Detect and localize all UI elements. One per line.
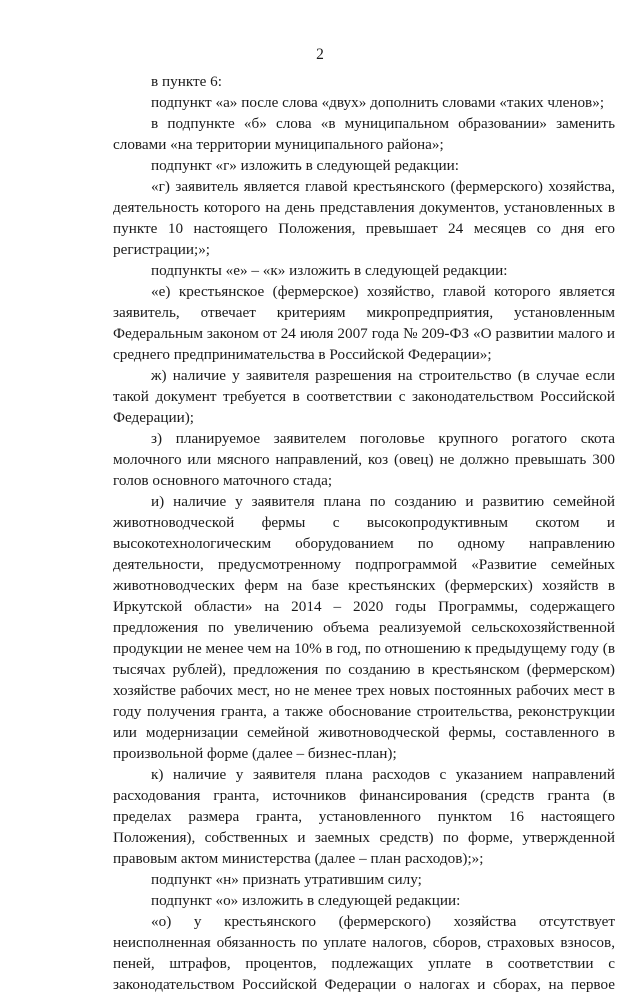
paragraph-subpoint-b: в подпункте «б» слова «в муниципальном образовании» заменить словами «на территории муниципального района»; bbox=[113, 115, 615, 153]
paragraph-subpoint-g-text: «г) заявитель является главой крестьянского (фермерского) хозяйства, деятельность которого на день представления документов, установленных в пункте 10 настоящего Положения, превышает 24 месяцев со дня его регистрации;»; bbox=[113, 178, 615, 258]
paragraph-subpoint-o-text: «о) у крестьянского (фермерского) хозяйства отсутствует неисполненная обязанность по уплате налогов, сборов, страховых взносов, пеней, штрафов, процентов, подлежащих уплате в соответствии с законодательством Российской Федерации о налогах и сборах, на первое bbox=[113, 913, 615, 993]
document-body bbox=[113, 71, 615, 995]
paragraph-point-6: в пункте 6: bbox=[151, 73, 222, 90]
paragraph-subpoint-zh: ж) наличие у заявителя разрешения на строительство (в случае если такой документ требуется в соответствии с законодательством Российской Федерации); bbox=[113, 367, 615, 426]
paragraph-subpoint-o-intro: подпункт «о» изложить в следующей редакции: bbox=[151, 892, 461, 909]
paragraph-subpoint-n: подпункт «н» признать утратившим силу; bbox=[151, 871, 422, 888]
paragraph-subpoints-e-k-intro: подпункты «е» – «к» изложить в следующей редакции: bbox=[151, 262, 508, 279]
paragraph-subpoint-e: «е) крестьянское (фермерское) хозяйство, главой которого является заявитель, отвечает критериям микропредприятия, установленным Федеральным законом от 24 июля 2007 года № 209-ФЗ «О развитии малого и среднего предпринимательства в Российской Федерации»; bbox=[113, 283, 615, 363]
paragraph-subpoint-g-intro: подпункт «г» изложить в следующей редакции: bbox=[151, 157, 460, 174]
paragraph-subpoint-a: подпункт «а» после слова «двух» дополнить словами «таких членов»; bbox=[151, 94, 605, 111]
page-number: 2 bbox=[316, 46, 324, 63]
paragraph-subpoint-i: и) наличие у заявителя плана по созданию и развитию семейной животноводческой фермы с высокопродуктивным скотом и высокотехнологическим оборудованием по одному направлению деятельности, предусмотренному подпрограммой «Развитие семейных животноводческих ферм на базе крестьянских (фермерских) хозяйств в Иркутской области» на 2014 – 2020 годы Программы, содержащего предложения по увеличению объема реализуемой сельскохозяйственной продукции не менее чем на 10% в год, по отношению к предыдущему году (в тысячах рублей), предложения по созданию в крестьянском (фермерском) хозяйстве рабочих мест, но не менее трех новых постоянных рабочих мест в году получения гранта, а также обоснование строительства, реконструкции или модернизации семейной животноводческой фермы, составленного в произвольной форме (далее – бизнес-план); bbox=[113, 493, 615, 762]
paragraph-subpoint-k: к) наличие у заявителя плана расходов с указанием направлений расходования гранта, источников финансирования (средств гранта (в пределах размера гранта, установленного пунктом 16 настоящего Положения), собственных и заемных средств) по форме, утвержденной правовым актом министерства (далее – план расходов);»; bbox=[113, 766, 615, 867]
paragraph-subpoint-z: з) планируемое заявителем поголовье крупного рогатого скота молочного или мясного направлений, коз (овец) не должно превышать 300 голов основного маточного стада; bbox=[113, 430, 615, 489]
